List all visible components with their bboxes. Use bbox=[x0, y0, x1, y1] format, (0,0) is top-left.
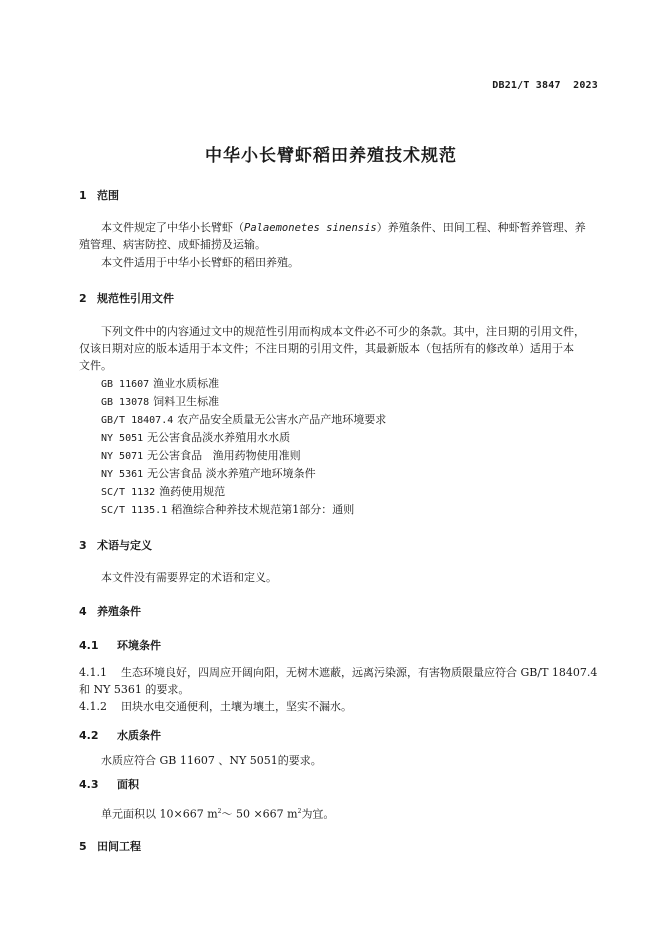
document-title: 中华小长臂虾稻田养殖技术规范 bbox=[205, 146, 457, 166]
subsection-title: 水质条件 bbox=[117, 729, 161, 742]
clause-number: 4.1.2 bbox=[79, 700, 107, 713]
scope-paragraph-2: 本文件适用于中华小长臂虾的稻田养殖。 bbox=[101, 256, 299, 269]
references-intro-line-3: 文件。 bbox=[79, 359, 112, 372]
subsection-title: 面积 bbox=[117, 778, 139, 791]
reference-item: SC/T 1135.1 稻渔综合种养技术规范第1部分：通则 bbox=[101, 503, 355, 516]
clause-4-1-2: 4.1.2 田块水电交通便利，土壤为壤土，坚实不漏水。 bbox=[79, 700, 352, 713]
section-title: 范围 bbox=[97, 189, 119, 202]
section-5-heading bbox=[79, 838, 141, 854]
references-intro-line-2: 仅该日期对应的版本适用于本文件；不注日期的引用文件，其最新版本（包括所有的修改单）适用于本 bbox=[79, 342, 574, 355]
document-code: DB21/T 3847 2023 bbox=[492, 80, 598, 91]
section-number: 2 bbox=[79, 292, 87, 305]
clause-4-1-1-line-1: 4.1.1 生态环境良好，四周应开阔向阳，无树木遮蔽，远离污染源，有害物质限量应符合 GB/T 18407.4 bbox=[79, 666, 598, 679]
subsection-number: 4.3 bbox=[79, 778, 99, 791]
reference-item: GB/T 18407.4 农产品安全质量无公害水产品产地环境要求 bbox=[101, 413, 387, 426]
clause-4-1-1-line-2: 和 NY 5361 的要求。 bbox=[79, 683, 190, 696]
section-1-heading bbox=[79, 187, 119, 203]
scope-paragraph-1-line-2: 殖管理、病害防控、成虾捕捞及运输。 bbox=[79, 238, 266, 251]
subsection-number: 4.1 bbox=[79, 639, 99, 652]
reference-item: GB 13078 饲料卫生标准 bbox=[101, 395, 220, 408]
reference-item: SC/T 1132 渔药使用规范 bbox=[101, 485, 226, 498]
section-number: 3 bbox=[79, 539, 87, 552]
subsection-4-3-heading bbox=[79, 776, 139, 792]
section-4-heading bbox=[79, 603, 141, 619]
subsection-number: 4.2 bbox=[79, 729, 99, 742]
section-title: 术语与定义 bbox=[97, 539, 152, 552]
terms-paragraph: 本文件没有需要界定的术语和定义。 bbox=[101, 571, 277, 584]
water-quality-paragraph: 水质应符合 GB 11607 、NY 5051的要求。 bbox=[101, 754, 322, 767]
section-3-heading bbox=[79, 537, 152, 553]
area-paragraph: 单元面积以 10×667 $m^2\sim$ 50 ×667 $m^2$为宜。 bbox=[101, 807, 335, 821]
reference-item: NY 5051 无公害食品淡水养殖用水水质 bbox=[101, 431, 291, 444]
subsection-title: 环境条件 bbox=[117, 639, 161, 652]
section-number: 5 bbox=[79, 840, 87, 853]
subsection-4-1-heading bbox=[79, 637, 161, 653]
reference-item: NY 5071 无公害食品 渔用药物使用准则 bbox=[101, 449, 301, 462]
reference-item: NY 5361 无公害食品 淡水养殖产地环境条件 bbox=[101, 467, 316, 480]
latin-species-name: Palaemonetes sinensis bbox=[244, 222, 377, 234]
subsection-4-2-heading bbox=[79, 727, 161, 743]
section-2-heading bbox=[79, 290, 174, 306]
section-title: 规范性引用文件 bbox=[97, 292, 174, 305]
reference-item: GB 11607 渔业水质标准 bbox=[101, 377, 220, 390]
section-number: 4 bbox=[79, 605, 87, 618]
section-number: 1 bbox=[79, 189, 87, 202]
scope-paragraph-1-line-1: 本文件规定了中华小长臂虾（Palaemonetes sinensis）养殖条件、田间工程、种虾暂养管理、养 bbox=[101, 221, 586, 234]
section-title: 养殖条件 bbox=[97, 605, 141, 618]
clause-number: 4.1.1 bbox=[79, 666, 107, 679]
section-title: 田间工程 bbox=[97, 840, 141, 853]
references-intro-line-1: 下列文件中的内容通过文中的规范性引用而构成本文件必不可少的条款。其中，注日期的引用文件， bbox=[101, 325, 585, 338]
